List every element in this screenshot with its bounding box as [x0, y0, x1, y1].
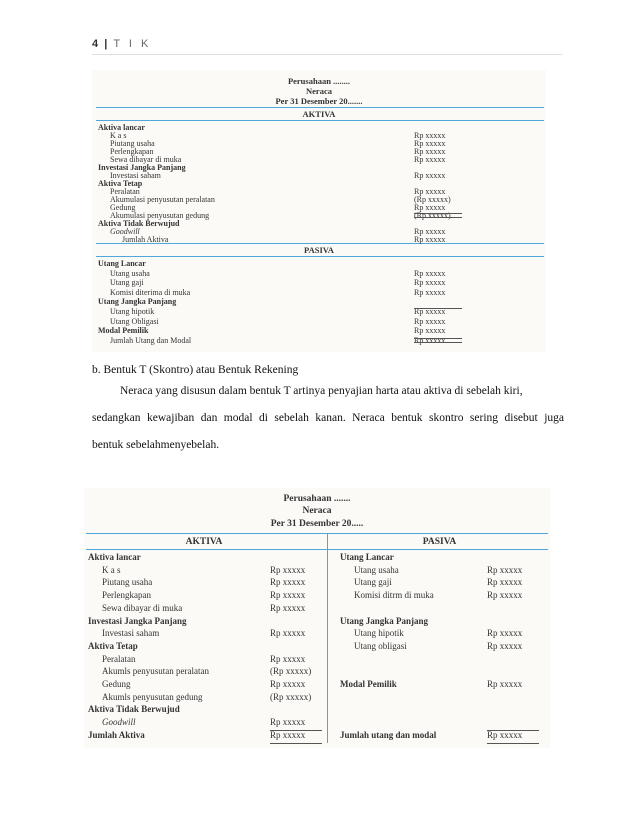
fig2-pasiva-row-value: Rp xxxxx	[487, 729, 523, 740]
fig1-aktiva-row-label: Sewa dibayar di muka	[110, 155, 182, 164]
fig1-pasiva-row-label: Jumlah Utang dan Modal	[110, 335, 192, 345]
fig2-aktiva-row-value: Rp xxxxx	[270, 679, 306, 689]
fig1-heading-aktiva: AKTIVA	[302, 109, 336, 119]
fig2-aktiva-row-value: Rp xxxxx	[270, 729, 306, 740]
fig1-title-neraca: Neraca	[306, 86, 332, 96]
fig2-rule-heading	[86, 549, 548, 550]
fig2-pasiva-row-label: Utang usaha	[354, 564, 399, 575]
fig2-total-underline	[270, 743, 322, 744]
fig1-aktiva-row-label: Aktiva lancar	[98, 123, 145, 132]
fig2-heading-aktiva: AKTIVA	[185, 537, 223, 547]
fig1-pasiva-row-value: Rp xxxxx	[414, 307, 446, 316]
fig1-pasiva-row-value: Rp xxxxx	[414, 316, 446, 326]
fig2-pasiva-row-value: Rp xxxxx	[487, 577, 523, 588]
fig1-pasiva-row-label: Utang Obligasi	[110, 316, 159, 326]
fig2-total-underline	[270, 730, 322, 731]
fig1-aktiva-row-label: Akumulasi penyusutan gedung	[110, 211, 210, 220]
section-b-line2: sedangkan kewajiban dan modal di sebelah kanan. Neraca bentuk skontro sering disebut juga	[92, 412, 564, 424]
balance-sheet-staffel-figure	[92, 70, 546, 352]
fig2-aktiva-row-value: Rp xxxxx	[270, 717, 306, 728]
fig1-aktiva-row-label: Investasi Jangka Panjang	[98, 163, 186, 172]
fig2-aktiva-row-value: Rp xxxxx	[270, 628, 306, 639]
fig2-pasiva-row-value: Rp xxxxx	[487, 640, 523, 651]
fig1-aktiva-row-label: K a s	[110, 131, 127, 140]
fig1-aktiva-row-label: Aktiva Tetap	[98, 179, 143, 188]
fig1-total-underline	[414, 213, 462, 214]
fig1-aktiva-row-label: Gedung	[110, 203, 136, 212]
fig2-pasiva-row-label: Utang obligasi	[354, 640, 407, 651]
fig2-pasiva-row-label: Utang gaji	[354, 577, 392, 588]
fig1-pasiva-row-value: Rp xxxxx	[414, 287, 446, 297]
fig2-aktiva-row-value: Rp xxxxx	[270, 653, 306, 664]
fig1-total-underline	[414, 308, 462, 309]
fig2-pasiva-row-label: Utang Jangka Panjang	[340, 615, 429, 626]
fig2-aktiva-row-label: Investasi saham	[102, 628, 160, 639]
fig1-aktiva-row-value: (Rp xxxxx)	[414, 211, 451, 220]
fig2-pasiva-row-value: Rp xxxxx	[487, 564, 523, 575]
fig1-aktiva-row-value: Rp xxxxx	[414, 171, 446, 180]
fig1-pasiva-row-label: Utang usaha	[110, 268, 150, 278]
fig2-pasiva-row-value: Rp xxxxx	[487, 590, 523, 601]
fig1-pasiva-row-label: Komisi diterima di muka	[110, 287, 191, 297]
header-label: T I K	[113, 38, 152, 50]
fig1-aktiva-row-label: Investasi saham	[110, 171, 161, 180]
fig1-pasiva-row-value: Rp xxxxx	[414, 268, 446, 278]
fig2-aktiva-row-value: Rp xxxxx	[270, 590, 306, 601]
fig2-rule-top	[86, 533, 548, 534]
fig1-aktiva-row-label: Goodwill	[110, 227, 140, 236]
fig1-aktiva-row-value: Rp xxxxx	[414, 131, 446, 140]
fig2-aktiva-row-value: Rp xxxxx	[270, 577, 306, 588]
fig2-title-date: Per 31 Desember 20.....	[270, 519, 364, 529]
fig1-total-underline	[414, 342, 462, 343]
fig2-aktiva-row-label: Investasi Jangka Panjang	[88, 615, 187, 626]
fig1-aktiva-row-value: Rp xxxxx	[414, 147, 446, 156]
fig2-heading-pasiva: PASIVA	[422, 537, 457, 547]
fig2-total-underline	[487, 730, 539, 731]
fig2-pasiva-row-value: Rp xxxxx	[487, 679, 523, 689]
fig1-aktiva-row-value: Rp xxxxx	[414, 203, 446, 212]
fig1-pasiva-row-value: Rp xxxxx	[414, 278, 446, 288]
fig1-aktiva-row-label: Aktiva Tidak Berwujud	[98, 219, 180, 228]
fig1-aktiva-row-label: Piutang usaha	[110, 139, 155, 148]
balance-sheet-skontro-figure	[84, 488, 550, 748]
fig1-pasiva-row-label: Utang Lancar	[98, 259, 146, 268]
fig2-aktiva-row-label: Jumlah Aktiva	[88, 729, 145, 740]
page-header	[92, 38, 151, 50]
fig2-title-company: Perusahaan .......	[283, 494, 351, 504]
fig2-pasiva-row-value: Rp xxxxx	[487, 628, 523, 639]
fig2-total-underline	[487, 743, 539, 744]
fig1-heading-pasiva: PASIVA	[304, 245, 334, 255]
fig2-aktiva-row-value: Rp xxxxx	[270, 602, 306, 613]
fig2-aktiva-row-label: Piutang usaha	[102, 577, 153, 588]
fig2-aktiva-row-label: Gedung	[102, 679, 131, 689]
fig2-aktiva-row-label: K a s	[102, 564, 121, 575]
fig2-pasiva-row-label: Jumlah utang dan modal	[340, 729, 437, 740]
fig1-aktiva-row-label: Perlengkapan	[110, 147, 154, 156]
fig2-aktiva-row-label: Akumls penyusutan peralatan	[102, 666, 209, 677]
fig1-aktiva-row-value: (Rp xxxxx)	[414, 195, 451, 204]
fig2-aktiva-row-label: Perlengkapan	[102, 590, 151, 601]
fig1-pasiva-row-label: Utang hipotik	[110, 307, 155, 316]
fig1-rule-top	[96, 107, 544, 108]
fig1-pasiva-row-value: Rp xxxxx	[414, 335, 446, 345]
fig2-aktiva-row-label: Goodwill	[102, 717, 136, 728]
fig1-aktiva-row-label: Peralatan	[110, 187, 140, 196]
header-rule	[92, 54, 562, 55]
fig1-pasiva-row-label: Modal Pemilik	[98, 326, 149, 336]
fig1-total-underline	[414, 217, 462, 218]
fig2-pasiva-row-label: Utang hipotik	[354, 628, 404, 639]
fig1-pasiva-row-value: Rp xxxxx	[414, 326, 446, 336]
fig2-aktiva-row-label: Aktiva Tidak Berwujud	[88, 704, 180, 715]
section-b-heading: b. Bentuk T (Skontro) atau Bentuk Rekening	[92, 364, 299, 376]
fig1-aktiva-row-value: Rp xxxxx	[414, 139, 446, 148]
section-b-line1: Neraca yang disusun dalam bentuk T artinya penyajian harta atau aktiva di sebelah kiri,	[120, 385, 523, 397]
fig2-pasiva-row-label: Modal Pemilik	[340, 679, 397, 689]
fig2-aktiva-row-value: (Rp xxxxx)	[270, 666, 312, 677]
fig2-aktiva-row-value: Rp xxxxx	[270, 564, 306, 575]
fig1-pasiva-row-label: Utang Jangka Panjang	[98, 297, 177, 307]
fig2-aktiva-row-value: (Rp xxxxx)	[270, 691, 312, 702]
fig2-pasiva-row-label: Utang Lancar	[340, 552, 394, 562]
fig2-pasiva-row-label: Komisi ditrm di muka	[354, 590, 434, 601]
fig1-aktiva-row-value: Rp xxxxx	[414, 155, 446, 164]
section-b-line3: bentuk sebelahmenyebelah.	[92, 439, 220, 451]
fig2-aktiva-row-label: Aktiva Tetap	[88, 640, 138, 651]
fig1-aktiva-row-value: Rp xxxxx	[414, 187, 446, 196]
fig1-aktiva-row-value: Rp xxxxx	[414, 227, 446, 236]
fig1-rule-pasiva	[96, 256, 544, 257]
fig2-aktiva-row-label: Sewa dibayar di muka	[102, 602, 183, 613]
fig1-title-date: Per 31 Desember 20.......	[275, 96, 363, 106]
fig2-aktiva-row-label: Aktiva lancar	[88, 552, 141, 562]
fig2-title-neraca: Neraca	[302, 506, 332, 516]
fig1-rule-aktiva	[96, 120, 544, 121]
fig1-total-underline	[414, 338, 462, 339]
fig1-aktiva-row-label: Akumulasi penyusutan peralatan	[110, 195, 215, 204]
fig1-aktiva-row-label: Jumlah Aktiva	[122, 235, 169, 244]
fig1-title-company: Perusahaan ........	[287, 76, 351, 86]
page-number: 4	[92, 38, 99, 50]
fig2-aktiva-row-label: Peralatan	[102, 653, 136, 664]
fig1-aktiva-row-value: Rp xxxxx	[414, 235, 446, 244]
fig1-pasiva-row-label: Utang gaji	[110, 278, 144, 288]
fig2-divider	[327, 533, 328, 743]
header-separator: |	[104, 38, 108, 50]
fig2-aktiva-row-label: Akumls penyusutan gedung	[102, 691, 203, 702]
